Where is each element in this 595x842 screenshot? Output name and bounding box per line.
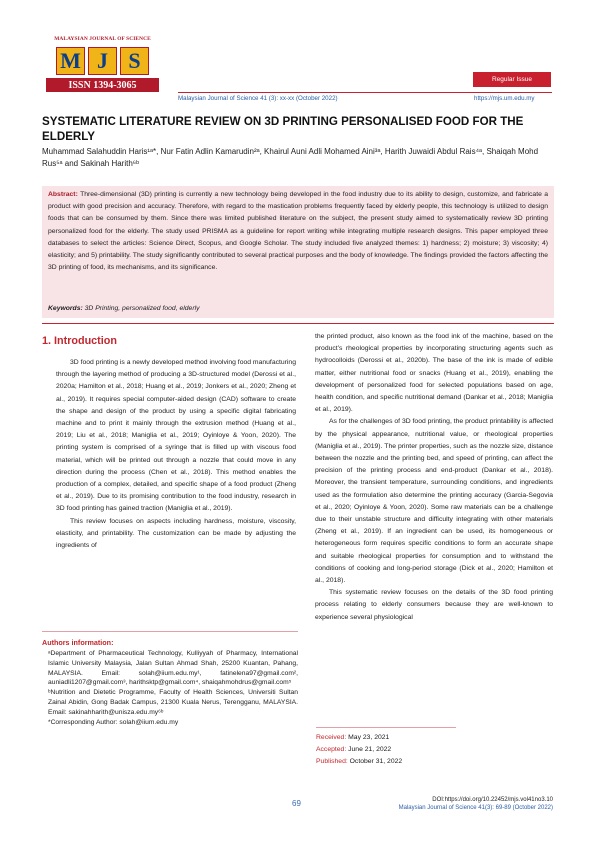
footer-citation [395, 796, 553, 812]
footer-journal-reference: Malaysian Journal of Science 41(3): 69-89 (October 2022) [398, 805, 553, 811]
paper-title: SYSTEMATIC LITERATURE REVIEW ON 3D PRINTING PERSONALISED FOOD FOR THE ELDERLY [42, 115, 524, 143]
logo-letter-j: J [88, 47, 117, 75]
header-divider [178, 92, 552, 93]
intro-paragraph-2: This review focuses on aspects including hardness, moisture, viscosity, elasticity, and printability. The customization can be made by adjusting the ingredients of [56, 517, 296, 550]
logo-letter-m: M [56, 47, 85, 75]
corresponding-author: *Corresponding Author: solah@iium.edu.my [48, 718, 179, 726]
abstract-body: Three-dimensional (3D) printing is currently a new technology being developed in the food industry due to its ability to design, customize, and fabricate a product with good precision and accuracy. Therefore, with regard to the mastication problems frequently faced by elderly people, this technology is utilized to design foods that can be consumed by them. Since there was limited published literature on the subject, the present study aimed to systematically review 3D printing personalized food for the elderly. The study used PRISMA as a guideline for report writing while integrating multiple research designs. This paper employed three databases to select the articles: Science Direct, Scopus, and Google Scholar. The study included five analyzed themes: 1) hardness; 2) moisture; 3) viscosity; 4) elasticity; and 5) printability. The study significantly contributed to several practical purposes and the body of knowledge. The findings provided the factors affecting the 3D printing of food, its mechanisms, and its significance. [48, 191, 548, 272]
page-number: 69 [292, 799, 301, 808]
intro-paragraph-4: As for the challenges of 3D food printing, the product printability is affected by the physical appearance, nutritional value, or rheological properties (Maniglia et al., 2019). The printer properties, such as the nozzle size, distance between the nozzle and the printing bed, and speed of printing, can affect the precision of the printing process and end-product (Dankar et al., 2018). Moreover, the transient temperature, surrounding conditions, and ingredients used as the formulation also determine the printing accuracy (Garcia-Segovia et al., 2020; Oyinloye & Yoon, 2020). Some raw materials can be a challenge due to their unstable structure and difficulty integrating with other materials (Zheng et al., 2019). If an ingredient can be used, its homogeneous or heterogeneous form requires specific conditions to form an accurate shape and suitable rheological properties for consumption and to withstand the conditions of cooking and long-period storage (Dick et al., 2020; Hamilton et al., 2018). [315, 418, 553, 585]
left-column [56, 357, 296, 552]
author-list: Muhammad Salahuddin Haris¹ᵃ*, Nur Fatin Adlin Kamarudin²ᵃ, Khairul Auni Adli Mohamed Aini³ᵃ, Harith Juwaidi Abdul Rais⁴ᵃ, Shaiqah Mohd Rus⁵ᵃ and Sakinah Harith⁶ᵇ [42, 147, 539, 168]
affiliation-a: ᵃDepartment of Pharmaceutical Technology, Kulliyyah of Pharmacy, International Islamic University Malaysia, Jalan Sultan Ahmad Shah, 25200 Kuantan, Pahang, MALAYSIA. Email: solah@iium.edu.my¹, fatinelena97@gmail.com², auniadli1207@gmail.com³, harithsktp@gmail.com⁴, shaiqahmohdrus@gmail.com⁵ [48, 650, 298, 687]
accepted-date: June 21, 2022 [348, 746, 392, 753]
keywords-text: 3D Printing, personalized food, elderly [84, 305, 200, 312]
authors-info-title: Authors information: [42, 638, 114, 647]
affiliation-b: ᵇNutrition and Dietetic Programme, Faculty of Health Sciences, Universiti Sultan Zainal Abidin, Gong Badak Campus, 21300 Kuala Nerus, Terengganu, MALAYSIA. Email: sakinahharith@unisza.edu.my⁶ᵇ [48, 689, 298, 716]
logo-letter-s: S [120, 47, 149, 75]
issn-banner: ISSN 1394-3065 [46, 78, 159, 92]
section-divider [42, 323, 554, 324]
intro-paragraph-3: the printed product, also known as the food ink of the machine, based on the product’s rheological properties by incorporating structuring agents such as hydrocolloids (Derossi et al., 2020b). The base of the ink is made of edible matter, either nutritional food or snacks (Huang et al., 2019), enabling the development of personalized food for selected populations based on age, health condition, and specific nutritional demand (Dankar et al., 2018; Maniglia et al., 2019). [315, 333, 553, 414]
issue-type-badge: Regular Issue [473, 72, 551, 87]
journal-logo [46, 44, 159, 78]
received-label: Received: [316, 734, 347, 741]
right-column [315, 331, 553, 624]
keywords-label: Keywords: [48, 305, 83, 312]
intro-paragraph-1: 3D food printing is a newly developed method involving food manufacturing through the layering method of producing a 3D-structured model (Derossi et al., 2020a; Hamilton et al., 2018; Huang et al., 2019; Jonkers et al., 2020; Zheng et al., 2019). It requires special computer-aided design (CAD) software to create the shape and design of the product by using a specific digital fabricating machine and to print it mainly through the extrusion method (Huang et al., 2019; Liu et al., 2018; Maniglia et al., 2019; Oyinloye & Yoon, 2020). The printing system is comprised of a syringe that is filled up with viscous food material, which will be printed out through a nozzle that could move in any direction during the process (Chen et al., 2018). This method enables the production of a complex, detailed, and specific shape of a food product (Zheng et al., 2019). Due to its promising contribution to the food industry, research in 3D food printing has gained traction (Maniglia et al., 2019). [56, 359, 296, 513]
journal-url-link[interactable]: https://mjs.um.edu.my [474, 95, 535, 102]
section-heading-introduction: 1. Introduction [42, 335, 117, 347]
intro-paragraph-5: This systematic review focuses on the details of the 3D food printing process relating to elderly consumers because they are well-known to experience several physiological [315, 589, 553, 621]
keywords [48, 305, 200, 312]
abstract [48, 189, 548, 274]
published-label: Published: [316, 758, 348, 765]
journal-logo-top-text: MALAYSIAN JOURNAL OF SCIENCE [54, 36, 151, 42]
accepted-label: Accepted: [316, 746, 347, 753]
doi-link[interactable]: DOI:https://doi.org/10.22452/mjs.vol41no3.10 [432, 797, 553, 803]
publication-dates [316, 727, 456, 768]
received-date: May 23, 2021 [348, 734, 390, 741]
published-date: October 31, 2022 [349, 758, 403, 765]
journal-reference: Malaysian Journal of Science 41 (3): xx-xx (October 2022) [178, 95, 338, 102]
authors-information [42, 631, 298, 727]
abstract-label: Abstract: [48, 191, 78, 198]
